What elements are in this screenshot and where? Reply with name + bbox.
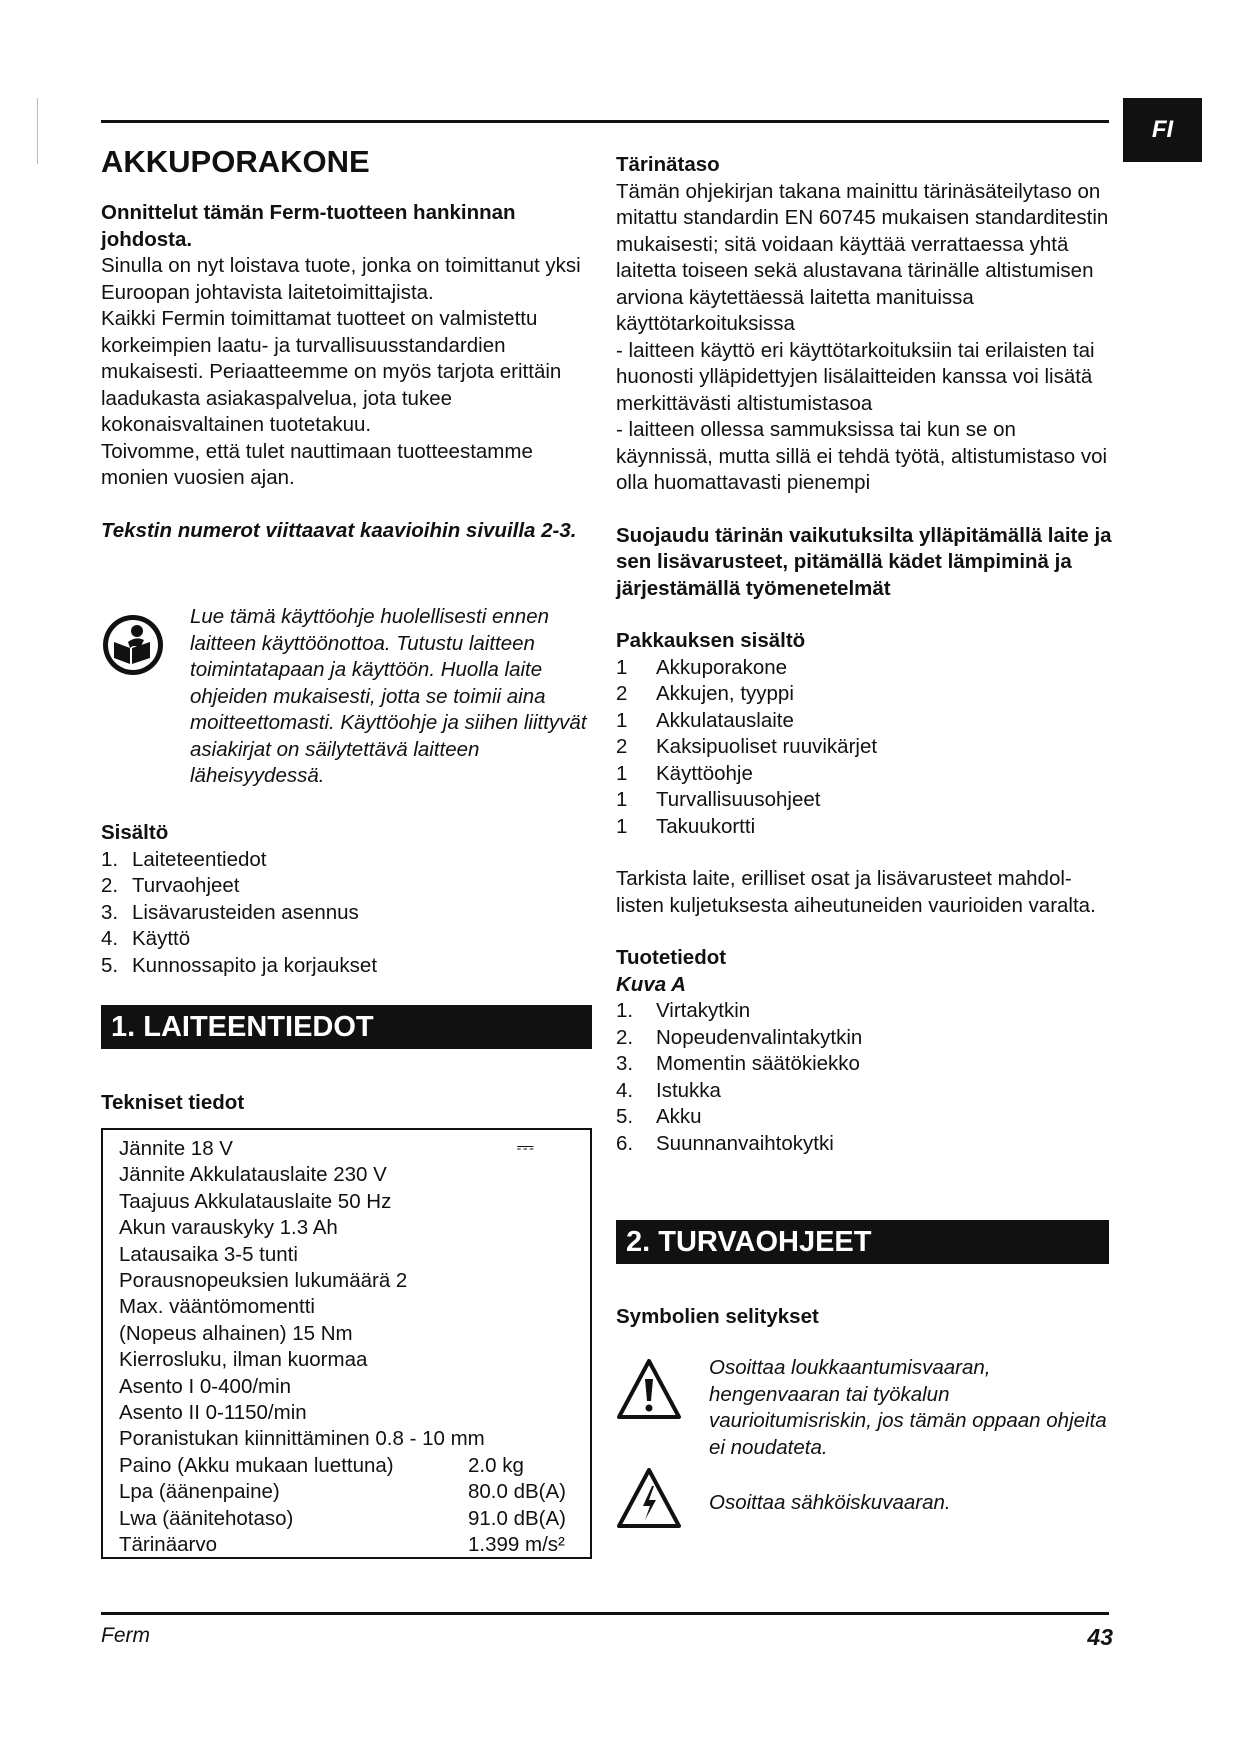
list-item: 1 Akkulatauslaite bbox=[616, 708, 794, 732]
package-heading: Pakkauksen sisältö bbox=[616, 629, 806, 652]
list-item: 5. Akku bbox=[616, 1105, 702, 1128]
read-manual-icon bbox=[100, 612, 166, 678]
page-title: AKKUPORAKONE bbox=[101, 144, 370, 179]
symbol-2-text: Osoittaa sähköiskuvaaran. bbox=[709, 1491, 951, 1514]
vibration-block bbox=[616, 152, 1116, 1157]
contents-heading: Sisältö bbox=[101, 821, 169, 844]
list-item: 3. Momentin säätökiekko bbox=[616, 1052, 860, 1075]
spec-row: Jännite 18 V bbox=[119, 1137, 233, 1160]
spec-row: Jännite Akkulatauslaite 230 V bbox=[119, 1163, 387, 1187]
list-item: 4. Käyttö bbox=[101, 927, 191, 950]
spec-row: Latausaika 3-5 tunti bbox=[119, 1242, 298, 1266]
spec-row: Poranistukan kiinnittäminen 0.8 - 10 mm bbox=[119, 1427, 485, 1451]
spec-row: Asento I 0-400/min bbox=[119, 1374, 292, 1398]
page-number: 43 bbox=[1087, 1624, 1113, 1650]
intro-block bbox=[101, 144, 591, 544]
list-item: 1. Virtakytkin bbox=[616, 999, 751, 1022]
spec-row: (Nopeus alhainen) 15 Nm bbox=[119, 1321, 353, 1345]
check-text: Tarkista laite, erilliset osat ja lisävarusteet mahdol-listen kuljetuksesta aiheutuneiden vaurioiden varalta. bbox=[616, 867, 1096, 917]
vibration-paragraph-3: - laitteen ollessa sammuksissa tai kun se on käynnissä, mutta sillä ei tehdä työtä, altistumistaso voi olla huomattavasti pienempi bbox=[616, 418, 1108, 494]
figure-reference: Tekstin numerot viittaavat kaavioihin sivuilla 2-3. bbox=[101, 518, 577, 542]
list-item: 5. Kunnossapito ja korjaukset bbox=[101, 953, 378, 977]
figure-label: Kuva A bbox=[616, 972, 686, 996]
list-item: 1 Käyttöohje bbox=[616, 761, 753, 785]
margin-mark bbox=[37, 98, 38, 164]
symbols-heading: Symbolien selitykset bbox=[616, 1305, 819, 1328]
spec-row: Lwa (äänitehotaso) 91.0 dB(A) bbox=[119, 1506, 566, 1530]
package-list bbox=[616, 655, 1116, 841]
list-item: 1 Takuukortti bbox=[616, 814, 756, 838]
spec-row: Lpa (äänenpaine) 80.0 dB(A) bbox=[119, 1480, 566, 1504]
spec-row: Porausnopeuksien lukumäärä 2 bbox=[119, 1269, 408, 1293]
spec-row: Max. vääntömomentti bbox=[119, 1295, 315, 1319]
list-item: 1 Akkuporakone bbox=[616, 655, 788, 679]
contents-list bbox=[101, 847, 591, 980]
vibration-paragraph-2: - laitteen käyttö eri käyttötarkoituksiin tai erilaisten tai huonosti ylläpidettyjen lisälaitteiden kanssa voi lisätä merkittävästi altistumistasoa bbox=[616, 338, 1095, 415]
spec-table bbox=[101, 1128, 592, 1559]
intro-paragraph-3: Toivomme, että tulet nauttimaan tuotteestamme monien vuosien ajan. bbox=[101, 439, 533, 489]
congrats-heading: Onnittelut tämän Ferm-tuotteen hankinnan johdosta. bbox=[101, 201, 516, 251]
spec-row: Asento II 0-1150/min bbox=[119, 1401, 307, 1425]
warning-triangle-icon bbox=[616, 1357, 682, 1421]
list-item: 4. Istukka bbox=[616, 1078, 721, 1102]
dc-symbol: ⎓ bbox=[516, 1134, 534, 1159]
list-item: 2. Nopeudenvalintakytkin bbox=[616, 1025, 863, 1049]
spec-row: Akun varauskyky 1.3 Ah bbox=[119, 1216, 338, 1240]
list-item: 2 Kaksipuoliset ruuvikärjet bbox=[616, 735, 878, 758]
section-2-bar: 2. TURVAOHJEET bbox=[616, 1220, 1109, 1264]
list-item: 6. Suunnanvaihtokytki bbox=[616, 1131, 834, 1155]
vibration-heading: Tärinätaso bbox=[616, 153, 720, 176]
footer-brand: Ferm bbox=[101, 1624, 150, 1647]
list-item: 1. Laiteteentiedot bbox=[101, 847, 267, 871]
spec-row: Paino (Akku mukaan luettuna) 2.0 kg bbox=[119, 1453, 524, 1477]
spec-row: Kierrosluku, ilman kuormaa bbox=[119, 1348, 368, 1372]
list-item: 1 Turvallisuusohjeet bbox=[616, 788, 821, 811]
intro-paragraph-2: Kaikki Fermin toimittamat tuotteet on valmistettu korkeimpien laatu- ja turvallisuusstandardien mukaisesti. Periaatteemme on myös tarjota erittäin laadukasta asiakaspalvelua, jota tukee kokonaisvaltainen tuotetakuu. bbox=[101, 307, 562, 436]
product-heading: Tuotetiedot bbox=[616, 946, 727, 969]
protect-heading: Suojaudu tärinän vaikutuksilta ylläpitämällä laite ja sen lisävarusteet, pitämällä kädet lämpiminä ja järjestämällä työmenetelmät bbox=[616, 523, 1112, 600]
tech-heading: Tekniset tiedot bbox=[101, 1091, 245, 1114]
intro-paragraph-1: Sinulla on nyt loistava tuote, jonka on toimittanut yksi Euroopan johtavista laitetoimittajista. bbox=[101, 254, 581, 304]
bottom-rule bbox=[101, 1612, 1109, 1615]
spec-row: Taajuus Akkulatauslaite 50 Hz bbox=[119, 1189, 392, 1213]
vibration-paragraph-1: Tämän ohjekirjan takana mainittu tärinäsäteilytaso on mitattu standardin EN 60745 mukaisen standarditestin mukaisesti; sitä voidaan käyttää verrattaessa yhtä laitetta toiseen sekä alustavana tärinälle altistumisen arviona käytettäessä laitetta manituissa käyttötarkoituksissa bbox=[616, 179, 1109, 335]
language-tab: FI bbox=[1123, 98, 1202, 162]
list-item: 2 Akkujen, tyyppi bbox=[616, 682, 794, 705]
electric-shock-icon bbox=[616, 1466, 682, 1530]
section-1-bar: 1. LAITEENTIEDOT bbox=[101, 1005, 592, 1049]
list-item: 2. Turvaohjeet bbox=[101, 874, 240, 897]
symbol-1-text: Osoittaa loukkaantumisvaaran, hengenvaaran tai työkalun vaurioitumisriskin, jos tämän oppaan ohjeita ei noudateta. bbox=[709, 1356, 1107, 1459]
manual-note: Lue tämä käyttöohje huolellisesti ennen laitteen käyttöönottoa. Tutustu laitteen toimintatapaan ja käyttöön. Huolla laite ohjeiden mukaisesti, jotta se toimii aina moitteettomasti. Käyttöohje ja siihen liittyvät asiakirjat on säilytettävä laitteen läheisyydessä. bbox=[190, 605, 587, 787]
spec-row: Tärinäarvo 1.399 m/s² bbox=[119, 1533, 565, 1557]
top-rule bbox=[101, 120, 1109, 123]
product-list bbox=[616, 998, 1116, 1157]
list-item: 3. Lisävarusteiden asennus bbox=[101, 900, 359, 924]
contents-block bbox=[101, 820, 591, 979]
